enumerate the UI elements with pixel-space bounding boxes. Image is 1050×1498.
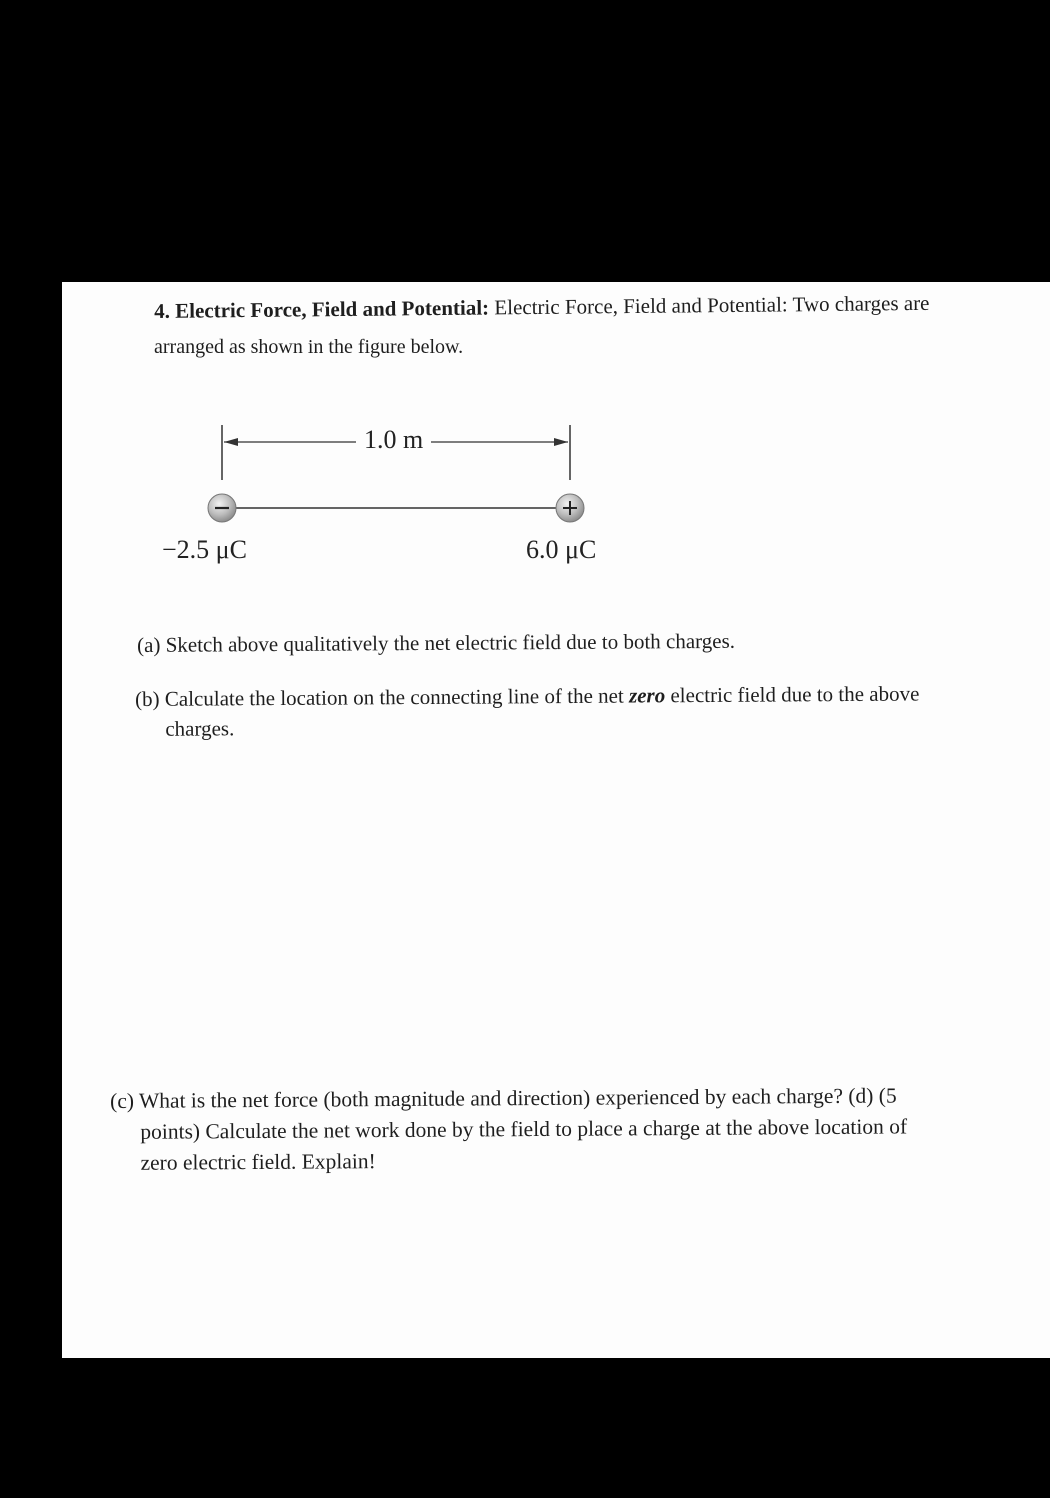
charges-figure <box>160 420 630 580</box>
part-c-line2: points) Calculate the net work done by the field to place a charge at the above location of <box>140 1114 908 1144</box>
problem-intro-line2: arranged as shown in the figure below. <box>154 336 464 358</box>
dimension-arrow-left <box>224 438 238 446</box>
part-c <box>110 1080 1011 1179</box>
part-b-emphasis: zero <box>628 683 666 708</box>
part-b-text-end: electric field due to the above <box>665 681 920 708</box>
part-a: (a) Sketch above qualitatively the net electric field due to both charges. <box>137 628 736 657</box>
part-b-text: (b) Calculate the location on the connecting line of the net <box>135 683 630 711</box>
part-b-continuation: charges. <box>165 716 235 741</box>
left-charge-label: −2.5 μC <box>162 535 247 564</box>
problem-intro: Electric Force, Field and Potential: Two charges are <box>494 290 930 320</box>
part-b <box>135 678 1005 744</box>
problem-number: 4. <box>154 298 171 323</box>
distance-label: 1.0 m <box>356 425 431 455</box>
part-c-line3: zero electric field. Explain! <box>140 1149 376 1175</box>
problem-title: Electric Force, Field and Potential: <box>175 295 490 323</box>
dimension-arrow-right <box>554 438 568 446</box>
part-c-line1: (c) What is the net force (both magnitude and direction) experienced by each charge? (d) (5 <box>110 1083 897 1113</box>
right-charge-label: 6.0 μC <box>526 535 597 564</box>
